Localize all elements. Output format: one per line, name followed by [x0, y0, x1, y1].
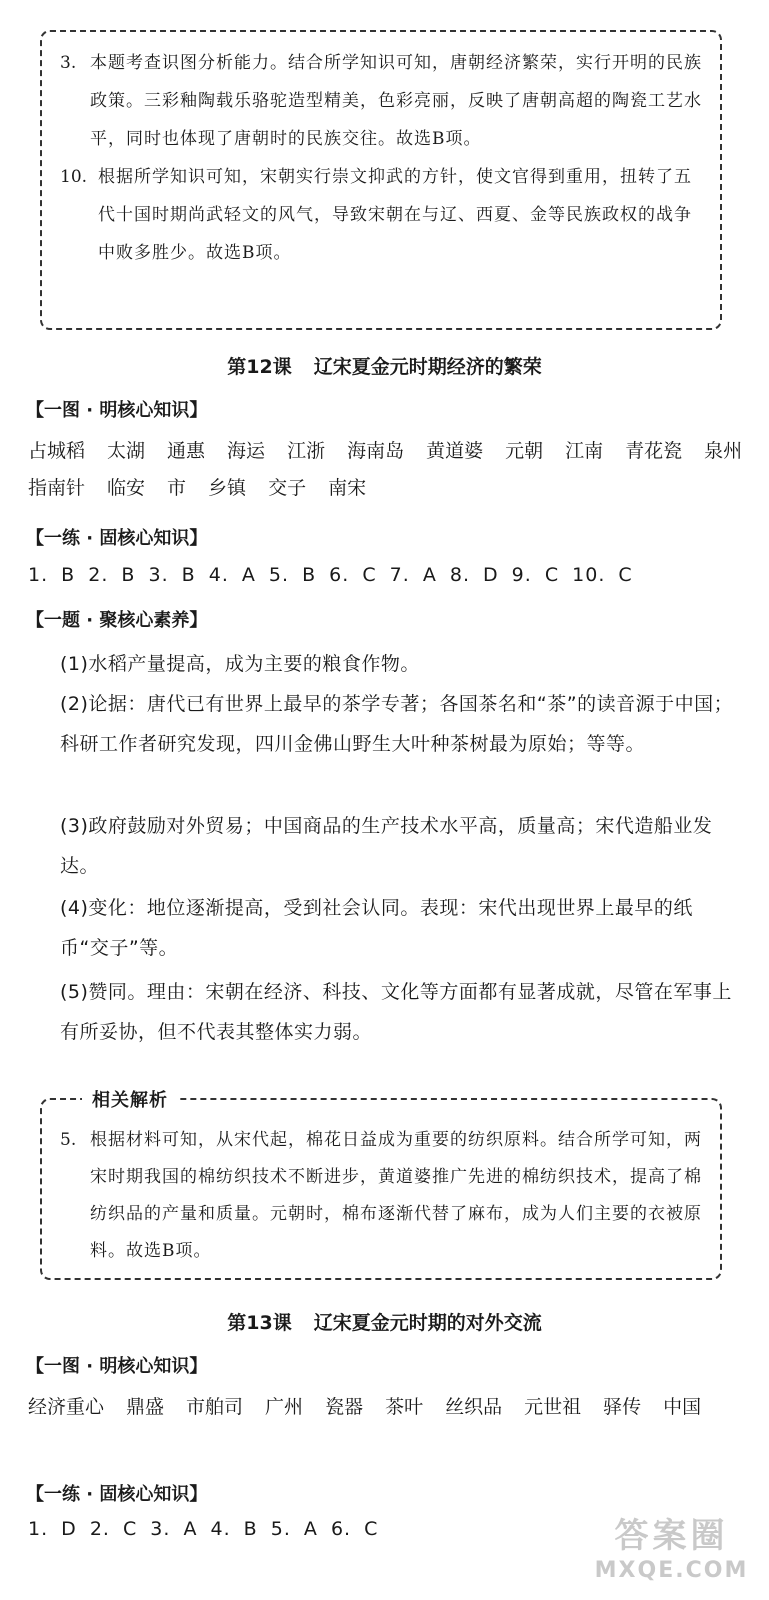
lesson-13-title	[0, 1308, 769, 1335]
keyword: 临安	[107, 477, 146, 499]
keyword: 太湖	[107, 440, 146, 462]
item-number: 5.	[60, 1130, 77, 1150]
keyword: 江南	[565, 440, 604, 462]
keyword: 丝织品	[445, 1396, 503, 1418]
lesson-12-title	[0, 352, 769, 379]
keyword: 中国	[663, 1396, 702, 1418]
keyword: 经济重心	[28, 1396, 105, 1418]
analysis-item	[60, 1122, 704, 1270]
site-watermark-logo: 答案圈 MXQE.COM	[594, 1516, 749, 1583]
section-heading-practice: 【一练 · 固核心知识】	[26, 1484, 208, 1505]
keyword: 广州	[265, 1396, 304, 1418]
answer-paragraph: (1)水稻产量提高，成为主要的粮食作物。	[60, 653, 420, 675]
lesson-number: 第12课	[227, 356, 292, 378]
box-title: 相关解析	[82, 1086, 178, 1112]
keyword: 江浙	[287, 440, 326, 462]
keyword: 鼎盛	[126, 1396, 165, 1418]
keyword: 市舶司	[186, 1396, 244, 1418]
keyword: 指南针	[28, 477, 86, 499]
answer-key: 1. B 2. B 3. B 4. A 5. B 6. C 7. A 8. D 9. C 10. C	[28, 564, 633, 586]
answer-paragraph: (5)赞同。理由：宋朝在经济、科技、文化等方面都有显著成就，尽管在军事上有所妥协，但不代表其整体实力弱。	[60, 981, 732, 1043]
section-heading-practice: 【一练 · 固核心知识】	[26, 528, 208, 549]
keyword: 茶叶	[385, 1396, 424, 1418]
item-number: 3.	[60, 53, 77, 73]
keyword: 占城稻	[28, 440, 86, 462]
keyword: 乡镇	[208, 477, 247, 499]
answer-key: 1. D 2. C 3. A 4. B 5. A 6. C	[28, 1518, 379, 1540]
analysis-item	[60, 158, 704, 272]
lesson-name: 辽宋夏金元时期的对外交流	[313, 1312, 542, 1334]
analysis-box-related	[40, 1090, 722, 1280]
keyword: 南宋	[328, 477, 367, 499]
answer-paragraph: (4)变化：地位逐渐提高，受到社会认同。表现：宋代出现世界上最早的纸币“交子”等。	[60, 897, 693, 959]
section-heading-literacy: 【一题 · 聚核心素养】	[26, 610, 208, 631]
keyword: 市	[167, 477, 187, 499]
lesson-name: 辽宋夏金元时期经济的繁荣	[313, 356, 542, 378]
keyword: 海南岛	[347, 440, 405, 462]
item-text: 根据材料可知，从宋代起，棉花日益成为重要的纺织原料。结合所学可知，两宋时期我国的棉纺织技术不断进步，黄道婆推广先进的棉纺织技术，提高了棉纺织品的产量和质量。元朝时，棉布逐渐代替了麻布，成为人们主要的衣被原料。故选B项。	[90, 1130, 702, 1261]
keyword: 交子	[268, 477, 307, 499]
keyword-list	[28, 1392, 748, 1419]
keyword: 元朝	[505, 440, 544, 462]
keyword-list	[28, 436, 748, 500]
keyword: 瓷器	[325, 1396, 364, 1418]
analysis-box-top	[40, 30, 722, 330]
section-heading-map: 【一图 · 明核心知识】	[26, 1356, 208, 1377]
keyword: 海运	[227, 440, 266, 462]
lesson-number: 第13课	[227, 1312, 292, 1334]
answer-paragraph: (2)论据：唐代已有世界上最早的茶学专著；各国茶名和“茶”的读音源于中国；科研工作者研究发现，四川金佛山野生大叶种茶树最为原始；等等。	[60, 693, 734, 755]
keyword: 驿传	[603, 1396, 642, 1418]
keyword: 元世祖	[524, 1396, 582, 1418]
keyword: 青花瓷	[625, 440, 683, 462]
section-heading-map: 【一图 · 明核心知识】	[26, 400, 208, 421]
item-number: 10.	[60, 167, 88, 187]
keyword: 黄道婆	[426, 440, 484, 462]
analysis-item	[60, 44, 704, 158]
answer-paragraph: (3)政府鼓励对外贸易；中国商品的生产技术水平高，质量高；宋代造船业发达。	[60, 815, 713, 877]
item-text: 根据所学知识可知，宋朝实行崇文抑武的方针，使文官得到重用，扭转了五代十国时期尚武轻文的风气，导致宋朝在与辽、西夏、金等民族政权的战争中败多胜少。故选B项。	[98, 167, 692, 263]
keyword: 通惠	[167, 440, 206, 462]
keyword: 泉州	[704, 440, 743, 462]
item-text: 本题考查识图分析能力。结合所学知识可知，唐朝经济繁荣，实行开明的民族政策。三彩釉陶载乐骆驼造型精美，色彩亮丽，反映了唐朝高超的陶瓷工艺水平，同时也体现了唐朝时的民族交往。故选B项。	[90, 53, 702, 149]
